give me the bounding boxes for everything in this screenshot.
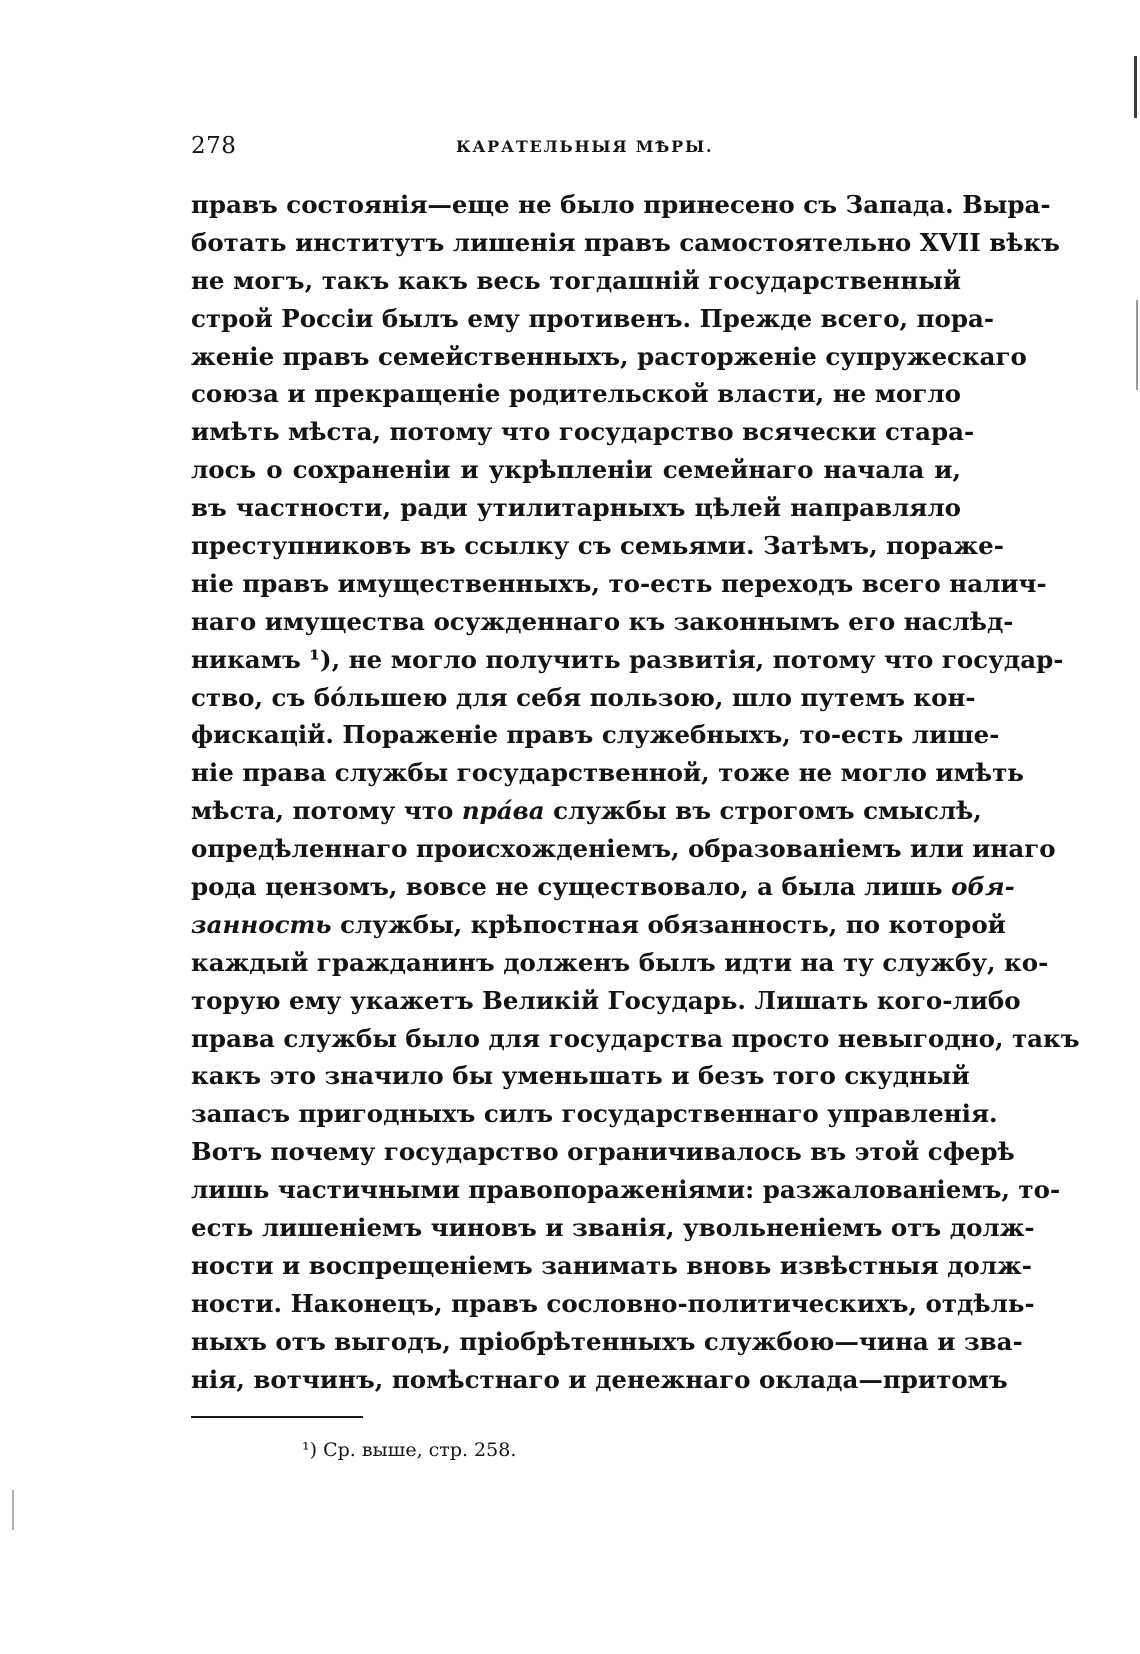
text-segment: лишь частичными правопораженіями: разжалованіемъ, то- — [191, 1175, 1061, 1205]
footnote-text: Ср. выше, стр. 258. — [323, 1439, 517, 1461]
text-segment: службы въ строгомъ смыслѣ, — [544, 796, 982, 826]
text-line — [191, 1057, 970, 1095]
text-line — [191, 641, 1064, 679]
text-segment: есть лишеніемъ чиновъ и званія, увольненіемъ отъ долж- — [191, 1213, 1035, 1243]
text-segment: фискацій. Пораженіе правъ служебныхъ, то-есть лише- — [191, 720, 1000, 750]
text-line — [191, 603, 1014, 641]
text-line — [191, 1209, 1035, 1247]
text-line — [191, 413, 975, 451]
text-segment: ныхъ отъ выгодъ, пріобрѣтенныхъ службою—чина и зва- — [191, 1326, 1023, 1356]
text-segment: рода цензомъ, вовсе не существовало, а была лишь — [191, 872, 952, 902]
text-segment: службы, крѣпостная обязанность, по которой — [331, 909, 1006, 939]
text-line — [191, 1361, 1008, 1399]
text-segment: торую ему укажетъ Великій Государь. Лишать кого-либо — [191, 985, 1021, 1015]
text-segment: ніе правъ имущественныхъ, то-есть переходъ всего налич- — [191, 568, 1047, 598]
italic-text: обя- — [951, 872, 1015, 902]
text-segment: наго имущества осужденнаго къ законнымъ его наслѣд- — [191, 606, 1014, 636]
running-title: КАРАТЕЛЬНЫЯ МѢРЫ. — [456, 137, 714, 156]
text-line — [191, 754, 1024, 792]
footnote-divider — [191, 1416, 363, 1418]
text-line — [191, 565, 1047, 603]
text-line — [191, 1133, 1015, 1171]
text-segment: женіе правъ семейственныхъ, расторженіе супружескаго — [191, 341, 1027, 371]
text-line — [191, 716, 1000, 754]
text-line — [191, 527, 1004, 565]
text-line — [191, 338, 1027, 376]
text-segment: въ частности, ради утилитарныхъ цѣлей направляло — [191, 493, 961, 523]
text-segment: ніе права службы государственной, тоже не могло имѣть — [191, 758, 1024, 788]
text-segment: ности. Наконецъ, правъ сословно-политическихъ, отдѣль- — [191, 1288, 1035, 1318]
text-line — [191, 1247, 1032, 1285]
text-line — [191, 186, 1051, 224]
text-line — [191, 1095, 998, 1133]
running-head — [191, 133, 961, 167]
text-segment: опредѣленнаго происхожденіемъ, образованіемъ или инаго — [191, 834, 1056, 864]
text-segment: ство, съ бо́льшею для себя пользою, шло путемъ кон- — [191, 682, 976, 712]
text-segment: лось о сохраненіи и укрѣпленіи семейнаго начала и, — [191, 455, 961, 485]
text-line — [191, 792, 982, 830]
text-segment: нія, вотчинъ, помѣстнаго и денежнаго оклада—притомъ — [191, 1364, 1008, 1394]
body-text — [191, 186, 1080, 1399]
text-line — [191, 300, 995, 338]
text-segment: никамъ ¹), не могло получить развитія, потому что государ- — [191, 644, 1064, 674]
text-line — [191, 679, 976, 717]
text-segment: права службы было для государства просто невыгодно, такъ — [191, 1023, 1080, 1053]
text-segment: Вотъ почему государство ограничивалось въ этой сферѣ — [191, 1137, 1015, 1167]
text-line — [191, 830, 1056, 868]
text-segment: мѣста, потому что — [191, 796, 462, 826]
text-segment: ботать институтъ лишенія правъ самостоятельно XVII вѣкъ — [191, 227, 1060, 257]
text-line — [191, 375, 961, 413]
text-line — [191, 224, 1060, 262]
footnote — [302, 1437, 516, 1463]
text-line — [191, 982, 1021, 1020]
text-line — [191, 906, 1006, 944]
text-line — [191, 262, 961, 300]
footnote-marker: ¹) — [302, 1439, 318, 1461]
text-line — [191, 868, 1015, 906]
italic-text: пра́ва — [461, 796, 545, 826]
text-line — [191, 1020, 1080, 1058]
text-line — [191, 1285, 1035, 1323]
text-segment: преступниковъ въ ссылку съ семьями. Затѣмъ, пораже- — [191, 531, 1004, 561]
text-segment: каждый гражданинъ долженъ былъ идти на ту службу, ко- — [191, 947, 1049, 977]
text-line — [191, 944, 1049, 982]
text-segment: ности и воспрещеніемъ занимать вновь извѣстныя долж- — [191, 1250, 1032, 1280]
text-segment: правъ состоянія—еще не было принесено съ Запада. Выра- — [191, 190, 1051, 219]
scan-edge-mark — [1134, 56, 1137, 118]
scan-edge-mark — [1136, 300, 1138, 390]
text-segment: какъ это значило бы уменьшать и безъ того скудный — [191, 1061, 970, 1091]
text-segment: запасъ пригодныхъ силъ государственнаго управленія. — [191, 1099, 998, 1129]
text-line — [191, 1323, 1023, 1361]
text-segment: не могъ, такъ какъ весь тогдашній государственный — [191, 265, 961, 295]
text-segment: имѣть мѣста, потому что государство всячески стара- — [191, 417, 975, 447]
text-segment: строй Россіи былъ ему противенъ. Прежде всего, пора- — [191, 303, 995, 333]
text-line — [191, 1171, 1061, 1209]
text-segment: союза и прекращеніе родительской власти, не могло — [191, 379, 962, 409]
page-number: 278 — [191, 133, 237, 159]
italic-text: занность — [191, 909, 332, 939]
text-line — [191, 489, 961, 527]
text-line — [191, 451, 961, 489]
scan-edge-mark — [12, 1490, 14, 1530]
